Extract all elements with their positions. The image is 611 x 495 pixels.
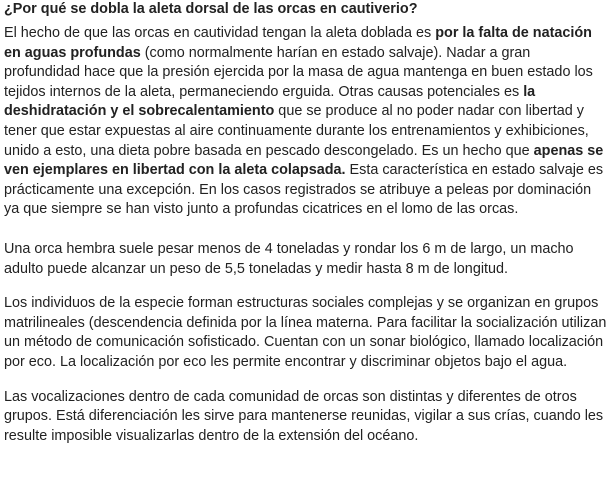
paragraph-vocalizations: Las vocalizaciones dentro de cada comunidad de orcas son distintas y diferentes de otros grupos. Está diferenciación les sirve para mantenerse reunidas, vigilar a sus crías, cuando les resulte imposible visualizarlas dentro de la extensión del océano. <box>4 388 604 444</box>
article-title: ¿Por qué se dobla la aleta dorsal de las orcas en cautiverio? <box>4 1 418 17</box>
paragraph-dorsal-fin <box>4 24 607 220</box>
text-segment: (como normalmente harían en estado salvaje). Nadar a gran profundidad hace que la presión ejercida por la masa de agua mantenga en buen estado los tejidos internos de la aleta, permaneciendo erguida. Otras causas potenciales es <box>4 44 593 100</box>
text-segment: El hecho de que las orcas en cautividad tengan la aleta doblada es <box>4 25 436 41</box>
text-segment: que se produce al no poder nadar con libertad y tener que estar expuestas al aire continuamente durante los entrenamientos y exhibiciones, unido a esto, una dieta pobre basada en pescado descongelado. Es un hecho que <box>4 103 589 159</box>
paragraph-social: Los individuos de la especie forman estructuras sociales complejas y se organizan en grupos matrilineales (descendencia definida por la línea materna. Para facilitar la socialización utilizan un método de comunicación sofisticado. Cuentan con un sonar biológico, llamado localización por eco. La localización por eco les permite encontrar y discriminar objetos bajo el agua. <box>4 295 607 370</box>
text-segment: Esta característica en estado salvaje es prácticamente una excepción. En los casos registrados se atribuye a peleas por dominación ya que siempre se han visto junto a profundas cicatrices en el lomo de las orcas. <box>4 162 604 218</box>
bold-segment: la deshidratación y el sobrecalentamiento <box>4 83 536 120</box>
bold-segment: apenas se ven ejemplares en libertad con la aleta colapsada. <box>4 142 604 179</box>
paragraph-size: Una orca hembra suele pesar menos de 4 toneladas y rondar los 6 m de largo, un macho adulto puede alcanzar un peso de 5,5 toneladas y medir hasta 8 m de longitud. <box>4 240 574 277</box>
bold-segment: por la falta de natación en aguas profundas <box>4 25 592 61</box>
